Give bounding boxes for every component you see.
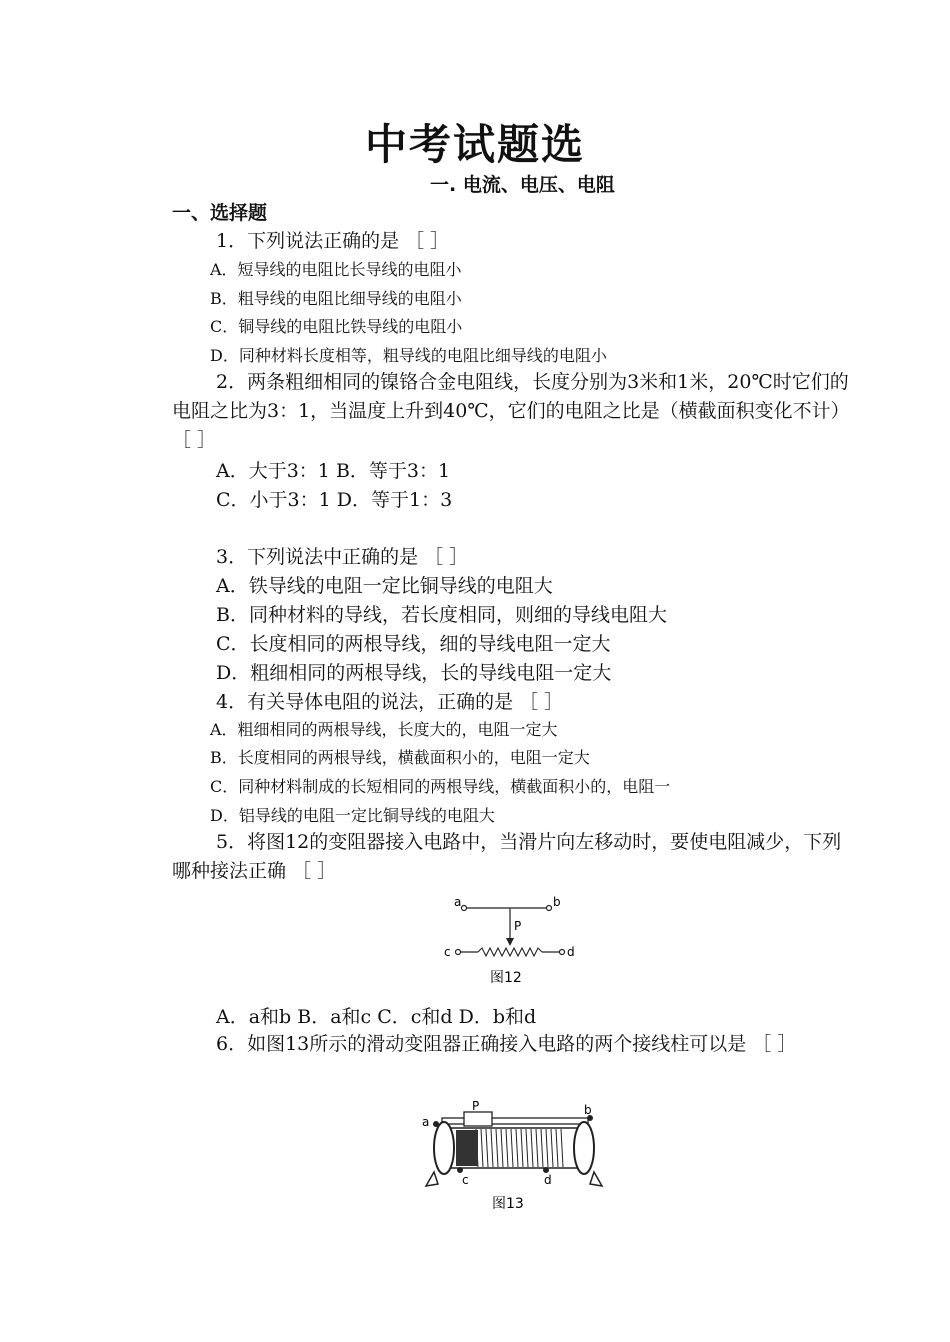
terminal-b [547, 906, 552, 911]
label-c: c [444, 945, 451, 959]
left-end-cap [434, 1122, 454, 1174]
q1-option-d: D．同种材料长度相等，粗导线的电阻比细导线的电阻小 [210, 346, 607, 365]
q2-stem: 2．两条粗细相同的镍铬合金电阻线，长度分别为3米和1米，20℃时它们的电阻之比为3：1，当温度上升到40℃，它们的电阻之比是（横截面积变化不计） ［ ］ [172, 371, 850, 451]
label-d: d [567, 945, 575, 959]
page-title: 中考试题选 [364, 120, 585, 169]
label-d: d [544, 1173, 552, 1187]
rheostat-schematic [440, 892, 590, 992]
q1-option-a: A．短导线的电阻比长导线的电阻小 [210, 260, 462, 279]
q5-options-row: A．a和b B．a和c C．c和d D．b和d [216, 1006, 537, 1028]
q4-option-d: D．铝导线的电阻一定比铜导线的电阻大 [210, 806, 495, 825]
figure-13-caption: 图13 [492, 1196, 524, 1212]
q1-option-b: B．粗导线的电阻比细导线的电阻小 [210, 289, 462, 308]
section-heading: 一、选择题 [172, 202, 268, 224]
q3-option-c: C．长度相同的两根导线，细的导线电阻一定大 [216, 633, 611, 655]
figure-13 [416, 1098, 606, 1218]
q4-stem: 4．有关导体电阻的说法，正确的是 ［ ］ [216, 691, 564, 713]
chapter-subtitle: 一. 电流、电压、电阻 [430, 174, 615, 196]
q6-stem: 6．如图13所示的滑动变阻器正确接入电路的两个接线柱可以是 ［ ］ [216, 1033, 797, 1055]
q4-option-c: C．同种材料制成的长短相同的两根导线，横截面积小的，电阻一 [210, 777, 671, 796]
label-a: a [454, 895, 462, 909]
q3-option-b: B．同种材料的导线，若长度相同，则细的导线电阻大 [216, 604, 667, 626]
label-b: b [584, 1103, 592, 1117]
q4-option-a: A．粗细相同的两根导线，长度大的，电阻一定大 [210, 720, 558, 739]
label-a: a [422, 1115, 430, 1129]
right-end-cap [574, 1122, 594, 1174]
label-p: P [472, 1099, 480, 1113]
figure-12 [440, 892, 590, 992]
resistor-coil [478, 948, 542, 956]
label-c: c [462, 1173, 469, 1187]
q2-options-row1: A．大于3：1 B．等于3：1 [216, 460, 451, 482]
terminal-d [560, 950, 565, 955]
terminal-c [456, 950, 461, 955]
slider-block [464, 1112, 492, 1126]
q1-stem: 1．下列说法正确的是 ［ ］ [216, 230, 450, 252]
q4-option-b: B．长度相同的两根导线，横截面积小的，电阻一定大 [210, 748, 590, 767]
label-p: P [514, 919, 522, 933]
label-b: b [553, 895, 561, 909]
q5-stem: 5．将图12的变阻器接入电路中，当滑片向左移动时，要使电阻减少，下列哪种接法正确 ［ ］ [172, 831, 842, 882]
q2-options-row2: C．小于3：1 D．等于1：3 [216, 489, 453, 511]
coil-dark-section [456, 1130, 478, 1166]
terminal-a [433, 1121, 439, 1127]
q3-stem: 3．下列说法中正确的是 ［ ］ [216, 546, 469, 568]
terminal-a [462, 906, 467, 911]
rheostat-device-drawing [416, 1098, 606, 1218]
figure-12-caption: 图12 [490, 970, 522, 986]
q3-option-d: D．粗细相同的两根导线，长的导线电阻一定大 [216, 662, 612, 684]
q1-option-c: C．铜导线的电阻比铁导线的电阻小 [210, 317, 463, 336]
q3-option-a: A．铁导线的电阻一定比铜导线的电阻大 [216, 575, 553, 597]
slider-arrow [506, 938, 514, 946]
